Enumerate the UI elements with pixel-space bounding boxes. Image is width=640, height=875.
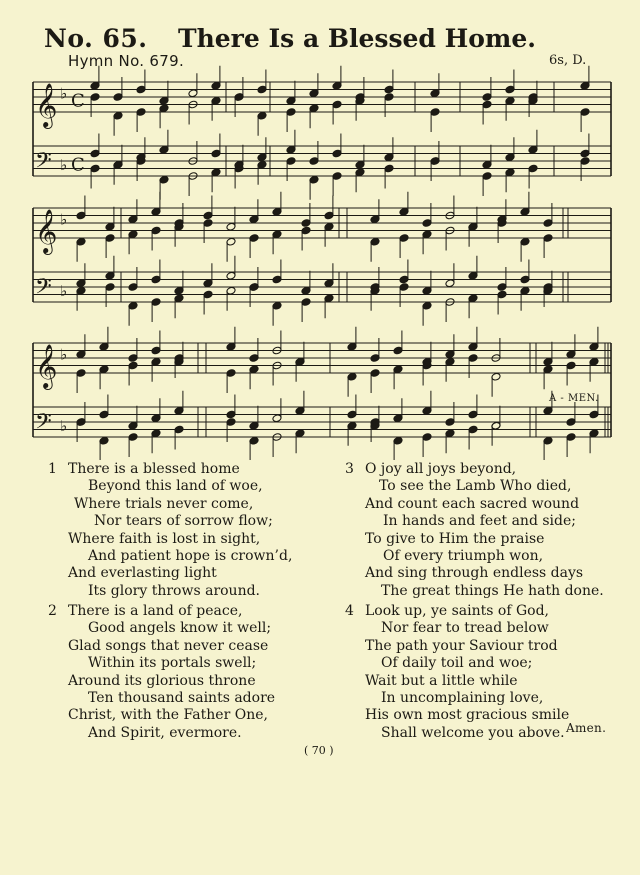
verse-line: O joy all joys beyond, [365, 461, 517, 477]
flat-sign: ♭ [60, 210, 68, 229]
verse-line: To give to Him the praise [365, 530, 545, 547]
verse-line: Around its glorious throne [68, 672, 256, 689]
treble-clef-icon: 𝄞 [35, 344, 58, 388]
verse-line: Nor tears of sorrow flow; [94, 513, 273, 530]
bass-clef-icon: 𝄢 [35, 274, 52, 305]
verse-line: And patient hope is crown’d, [88, 548, 293, 565]
bass-clef-icon: 𝄢 [35, 148, 52, 179]
verse-line: The great things He hath done. [381, 582, 604, 599]
verse-line: And count each sacred wound [365, 495, 580, 512]
hymn-number: No. 65. [44, 24, 148, 53]
verse-number: 2 [48, 603, 57, 619]
verse-line: Christ, with the Father One, [68, 707, 268, 724]
verse-line: Look up, ye saints of God, [365, 603, 549, 619]
verse-line: In uncomplaining love, [381, 690, 544, 707]
verse-line: To see the Lamb Who died, [379, 478, 572, 495]
verse-line: Of daily toil and woe; [381, 655, 533, 672]
verse-line: Beyond this land of woe, [88, 478, 263, 495]
verse-line: Wait but a little while [365, 672, 518, 689]
verse-line: And Spirit, evermore. [88, 724, 242, 741]
page-number: ( 70 ) [304, 744, 334, 757]
flat-sign: ♭ [60, 417, 68, 435]
hymn-title: There Is a Blessed Home. [178, 24, 536, 53]
verse-line: There is a land of peace, [68, 603, 243, 619]
verse-line: Within its portals swell; [88, 655, 257, 672]
verse-line: Shall welcome you above. [381, 724, 565, 741]
verse-line: In hands and feet and side; [383, 513, 576, 530]
flat-sign: ♭ [60, 156, 68, 174]
flat-sign: ♭ [60, 84, 68, 103]
verse-number: 1 [48, 461, 57, 477]
verse-line: Nor fear to tread below [381, 620, 549, 637]
verse-line: Ten thousand saints adore [88, 690, 276, 707]
hymn-reference: Hymn No. 679. [68, 52, 185, 70]
verse-line: Its glory throws around. [88, 582, 261, 599]
verse-line: Where faith is lost in sight, [68, 530, 261, 547]
time-signature: C [71, 154, 85, 176]
time-signature: C [71, 90, 85, 112]
treble-clef-icon: 𝄞 [35, 209, 58, 253]
meter-label: 6s, D. [549, 53, 587, 68]
verse-number: 4 [345, 603, 354, 619]
amen-mark: Amen. [566, 721, 607, 735]
verse-line: His own most gracious smile [365, 707, 570, 724]
treble-clef-icon: 𝄞 [35, 83, 58, 127]
verse-line: And everlasting light [68, 565, 217, 582]
verse-line: Of every triumph won, [383, 548, 544, 565]
flat-sign: ♭ [60, 345, 68, 364]
verse-number: 3 [345, 461, 354, 477]
verse-line: Glad songs that never cease [68, 637, 269, 654]
verse-line: There is a blessed home [68, 461, 240, 477]
verse-line: The path your Saviour trod [365, 637, 558, 654]
flat-sign: ♭ [60, 282, 68, 300]
bass-clef-icon: 𝄢 [35, 409, 52, 440]
amen-lyric: A - MEN. [549, 393, 599, 404]
verse-line: Good angels know it well; [88, 620, 272, 637]
verse-line: Where trials never come, [74, 495, 254, 512]
verse-line: And sing through endless days [365, 565, 584, 582]
